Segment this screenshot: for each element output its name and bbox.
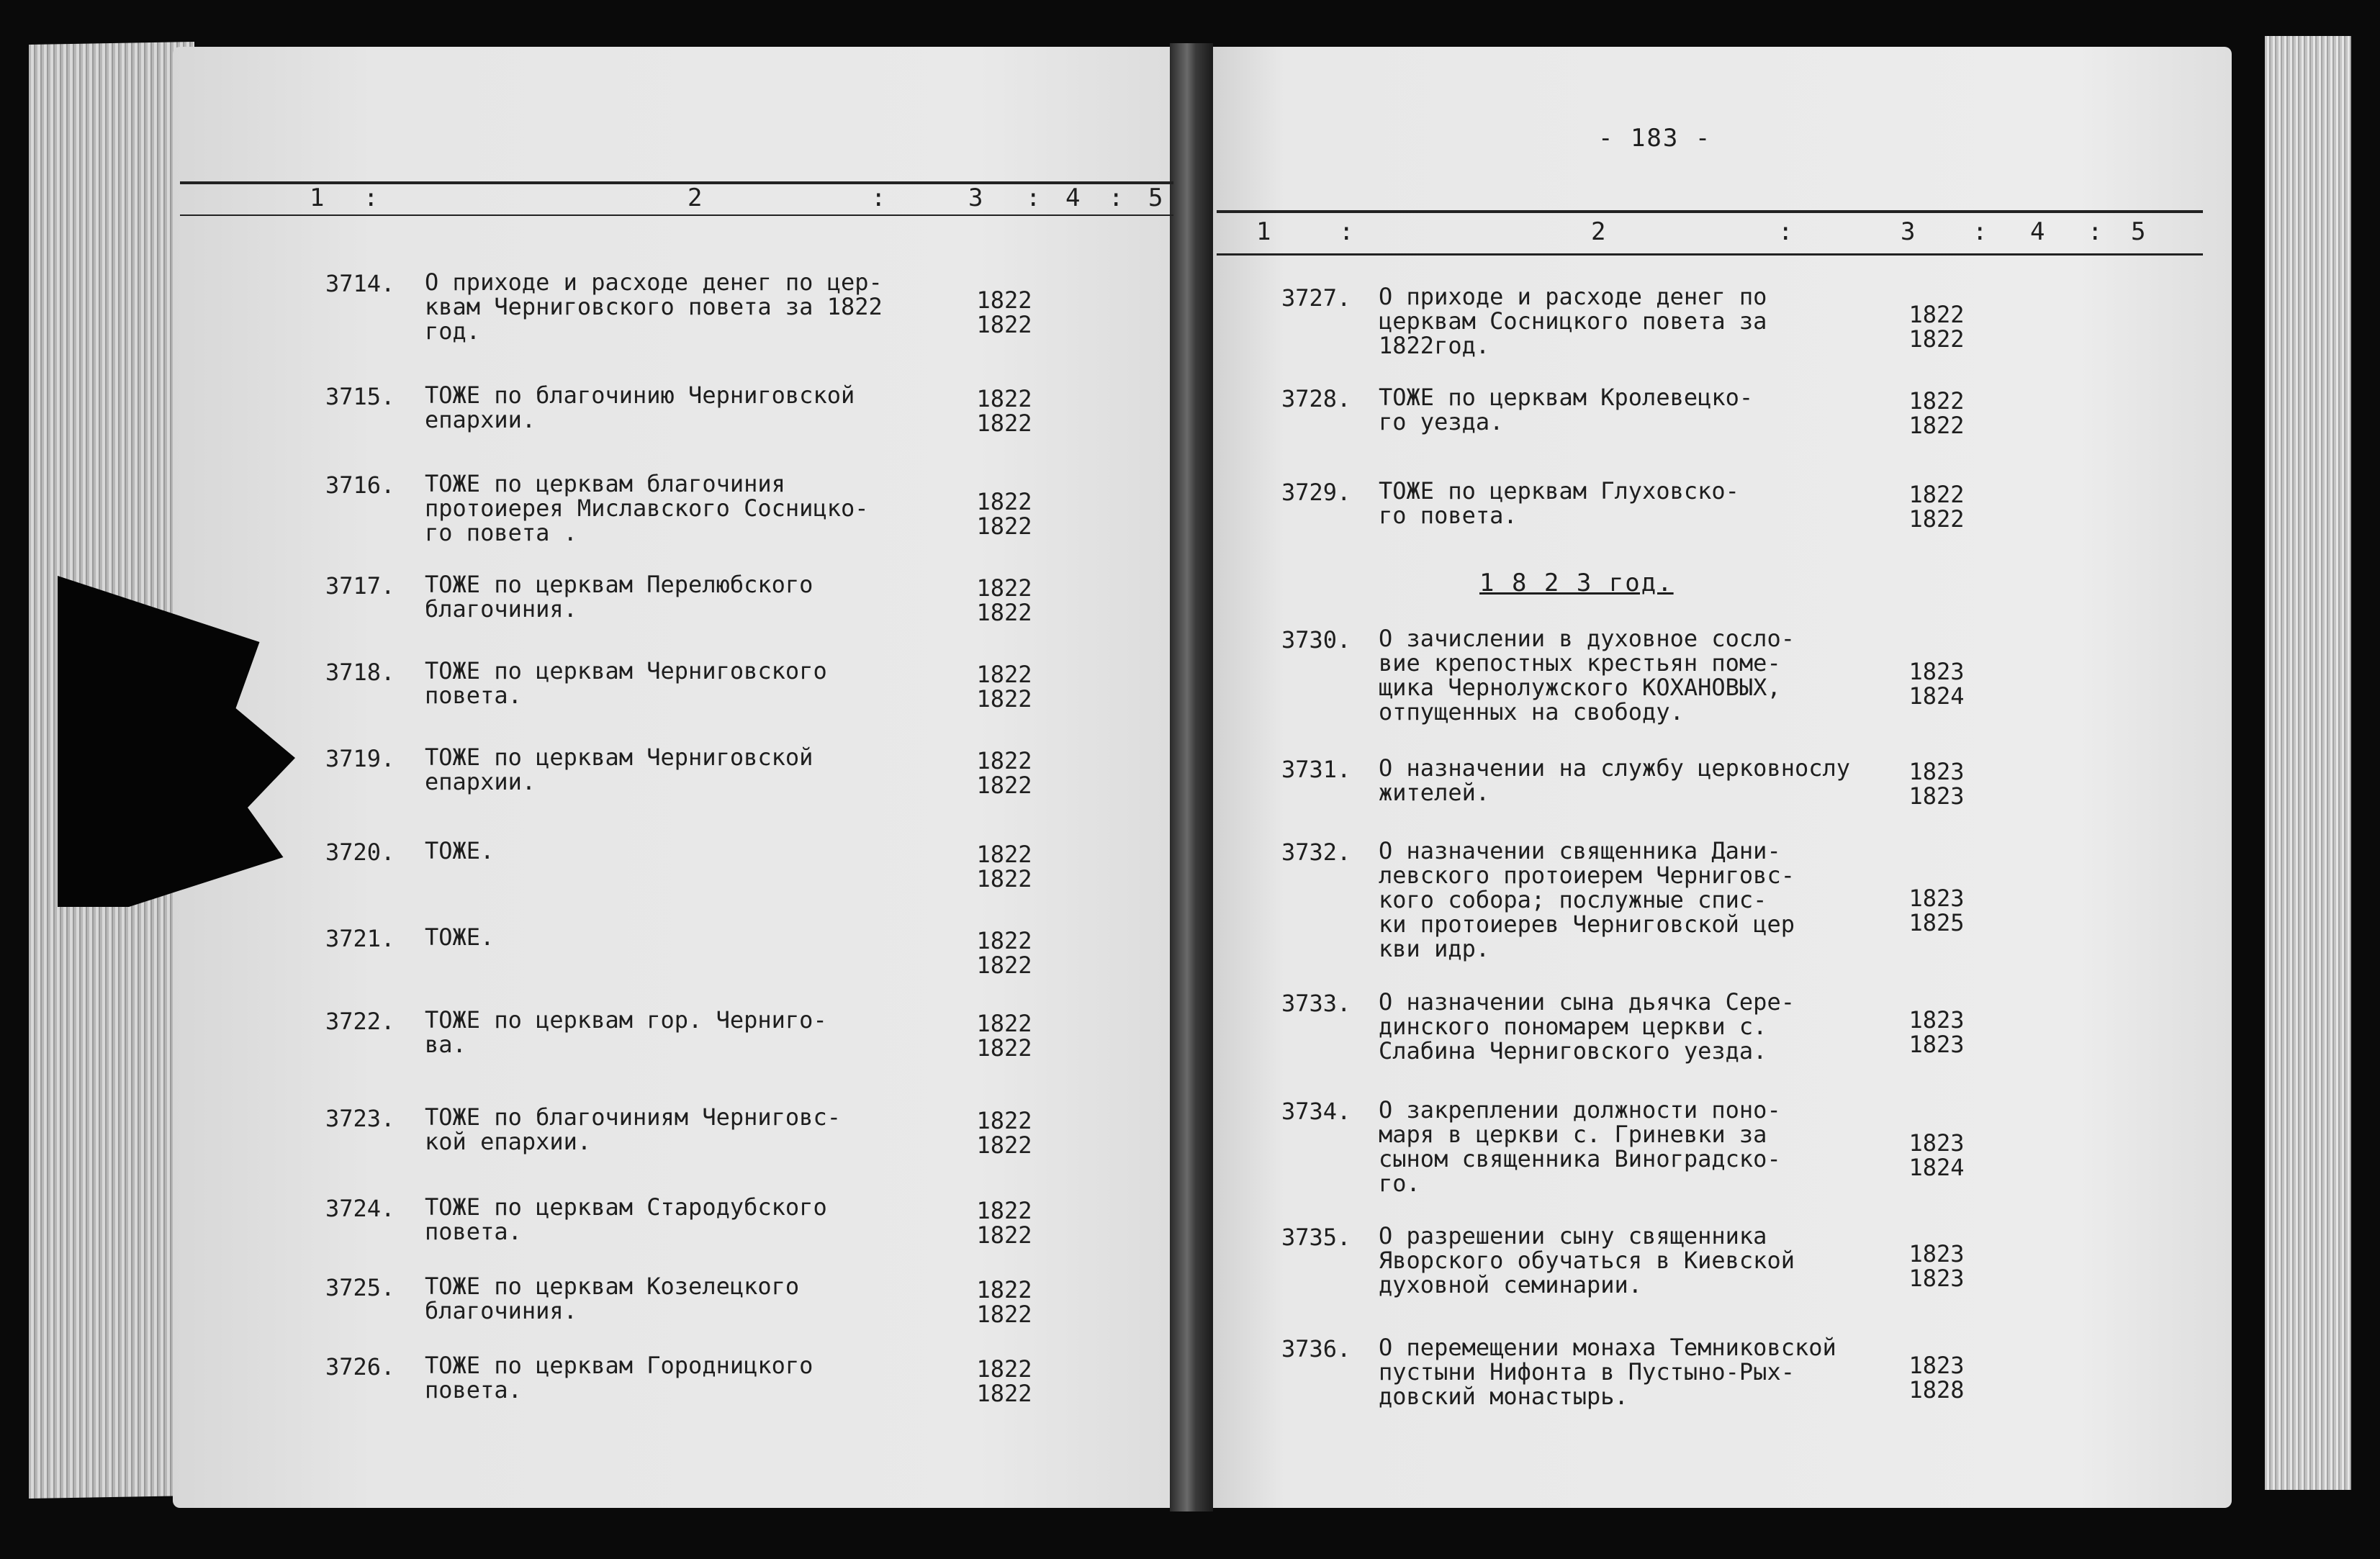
entry-line: маря в церкви с. Гриневки за — [1379, 1121, 1767, 1148]
entry-description — [425, 659, 827, 708]
page-number: - 183 - — [1598, 124, 1712, 153]
entry-number: 3715. — [325, 383, 395, 410]
entry-number: 3736. — [1281, 1335, 1351, 1363]
entry-line: О назначении на службу церковнослу — [1379, 754, 1851, 782]
entry-line: кой епархии. — [425, 1128, 592, 1155]
entry-line: довский монастырь. — [1379, 1383, 1628, 1410]
year-start: 1823 — [1908, 657, 1965, 685]
year-start: 1823 — [1908, 1006, 1965, 1034]
right-col-2: 2 — [1591, 217, 1606, 246]
entry-line: ТОЖЕ по церквам Черниговского — [425, 657, 827, 684]
entry-line: ТОЖЕ по церквам Глуховско- — [1379, 477, 1739, 505]
entry-description — [425, 925, 494, 949]
year-start: 1822 — [1908, 387, 1965, 415]
entry-description — [1379, 1098, 1781, 1196]
entry-years — [965, 1278, 1044, 1327]
entry-years — [1897, 886, 1976, 935]
entry-line: жителей. — [1379, 779, 1490, 806]
year-end: 1824 — [1908, 682, 1965, 710]
entry-line: повета. — [425, 1376, 522, 1404]
entry-years — [1897, 659, 1976, 708]
year-end: 1822 — [1908, 325, 1965, 353]
entry-years — [965, 1198, 1044, 1247]
year-start: 1822 — [976, 1355, 1032, 1383]
entry-number: 3717. — [325, 572, 395, 600]
entry-years — [965, 488, 1044, 541]
entry-years — [965, 1357, 1044, 1406]
entry-description — [425, 471, 869, 545]
year-end: 1828 — [1908, 1376, 1965, 1404]
right-col-5: 5 — [2131, 217, 2146, 246]
entry-line: епархии. — [425, 406, 536, 433]
year-heading: 1 8 2 3 год. — [1479, 569, 1674, 597]
entry-line: ки протоиерев Черниговской цер — [1379, 910, 1795, 938]
entry-number: 3723. — [325, 1105, 395, 1132]
entry-line: динского пономарем церкви с. — [1379, 1013, 1767, 1040]
entry-description — [1379, 626, 1795, 724]
entry-years — [965, 662, 1044, 711]
entry-years — [965, 928, 1044, 977]
year-end: 1822 — [976, 311, 1032, 339]
entry-years — [1897, 389, 1976, 438]
entry-line: ва. — [425, 1031, 466, 1058]
entry-number: 3719. — [325, 745, 395, 772]
entry-line: 1822год. — [1379, 332, 1490, 359]
entry-description — [425, 1195, 827, 1244]
entry-years — [965, 1108, 1044, 1157]
entry-number: 3721. — [325, 925, 395, 952]
right-col-sep: : — [1973, 217, 1988, 246]
year-end: 1822 — [976, 1131, 1032, 1159]
entry-line: благочиния. — [425, 1297, 577, 1324]
entry-years — [1897, 1008, 1976, 1057]
entry-description — [425, 745, 813, 794]
year-end: 1822 — [976, 685, 1032, 713]
entry-line: год. — [425, 317, 481, 345]
left-col-1: 1 — [310, 184, 325, 212]
left-col-sep: : — [1026, 184, 1041, 212]
year-start: 1822 — [976, 1276, 1032, 1303]
entry-number: 3714. — [325, 270, 395, 297]
year-start: 1823 — [1908, 885, 1965, 913]
left-col-5: 5 — [1148, 184, 1163, 212]
entry-line: кви идр. — [1379, 935, 1490, 962]
entry-line: повета. — [425, 1218, 522, 1245]
right-col-3: 3 — [1901, 217, 1916, 246]
entry-years — [965, 576, 1044, 625]
year-start: 1822 — [976, 385, 1032, 412]
year-start: 1822 — [1908, 481, 1965, 508]
year-start: 1823 — [1908, 1240, 1965, 1268]
entry-number: 3724. — [325, 1195, 395, 1222]
entry-line: Слабина Черниговского уезда. — [1379, 1037, 1767, 1065]
entry-number: 3725. — [325, 1274, 395, 1301]
entry-number: 3731. — [1281, 756, 1351, 783]
entry-description — [1379, 479, 1739, 528]
year-end: 1822 — [976, 772, 1032, 799]
entry-line: епархии. — [425, 768, 536, 795]
entry-line: О приходе и расходе денег по цер- — [425, 268, 883, 296]
entry-line: ТОЖЕ по церквам Перелюбского — [425, 571, 813, 598]
entry-line: левского протоиерем Черниговс- — [1379, 862, 1795, 889]
left-col-sep: : — [1109, 184, 1124, 212]
entry-line: вие крепостных крестьян поме- — [1379, 649, 1781, 677]
entry-line: пустыни Нифонта в Пустыно-Рых- — [1379, 1358, 1795, 1386]
entry-years — [965, 387, 1044, 435]
entry-line: ТОЖЕ по благочинию Черниговской — [425, 381, 855, 409]
entry-number: 3728. — [1281, 385, 1351, 412]
year-end: 1825 — [1908, 909, 1965, 937]
entry-line: го повета. — [1379, 502, 1518, 529]
entry-line: щика Чернолужского КОХАНОВЫХ, — [1379, 674, 1781, 701]
entry-line: церквам Сосницкого повета за — [1379, 307, 1767, 335]
entry-line: О зачислении в духовное сосло- — [1379, 625, 1795, 652]
year-start: 1822 — [976, 661, 1032, 688]
entry-years — [965, 1011, 1044, 1060]
entry-number: 3729. — [1281, 479, 1351, 506]
year-start: 1822 — [1908, 301, 1965, 329]
entry-number: 3726. — [325, 1353, 395, 1380]
year-end: 1822 — [1908, 505, 1965, 533]
year-end: 1824 — [1908, 1153, 1965, 1181]
year-start: 1822 — [976, 574, 1032, 602]
entry-description — [425, 383, 855, 432]
entry-line: ТОЖЕ по церквам Козелецкого — [425, 1273, 800, 1300]
year-end: 1822 — [976, 952, 1032, 979]
entry-years — [1897, 302, 1976, 351]
entry-line: го повета . — [425, 519, 577, 546]
entry-line: протоиерея Миславского Сосницко- — [425, 494, 869, 522]
entry-years — [1897, 1131, 1976, 1180]
entry-description — [1379, 756, 1850, 805]
entry-line: ТОЖЕ по церквам Черниговской — [425, 744, 813, 771]
entry-line: благочиния. — [425, 595, 577, 623]
entry-line: духовной семинарии. — [1379, 1271, 1643, 1298]
entry-line: О перемещении монаха Темниковской — [1379, 1334, 1836, 1361]
year-end: 1822 — [976, 1301, 1032, 1328]
entry-line: ТОЖЕ по церквам Стародубского — [425, 1193, 827, 1221]
year-end: 1822 — [976, 599, 1032, 626]
entry-description — [1379, 839, 1795, 961]
entry-line: О назначении священника Дани- — [1379, 837, 1781, 864]
year-start: 1822 — [976, 286, 1032, 315]
entry-number: 3727. — [1281, 284, 1351, 312]
year-start: 1823 — [1908, 1352, 1965, 1380]
entry-number: 3732. — [1281, 839, 1351, 866]
entry-description — [425, 839, 494, 863]
entry-line: го уезда. — [1379, 408, 1504, 435]
entry-line: повета. — [425, 682, 522, 709]
year-end: 1822 — [976, 512, 1032, 541]
entry-description — [1379, 284, 1767, 358]
entry-number: 3720. — [325, 839, 395, 866]
entry-line: отпущенных на свободу. — [1379, 698, 1684, 726]
entry-line: О назначении сына дьячка Сере- — [1379, 988, 1795, 1016]
entry-description — [425, 1353, 813, 1402]
left-header-rule-bottom — [180, 214, 1173, 216]
entry-description — [425, 572, 813, 621]
year-end: 1822 — [976, 1380, 1032, 1407]
year-end: 1822 — [976, 1221, 1032, 1249]
entry-description — [425, 1105, 841, 1154]
entry-years — [1897, 1242, 1976, 1291]
entry-line: ТОЖЕ. — [425, 923, 495, 951]
entry-line: ТОЖЕ по церквам Кролевецко- — [1379, 384, 1754, 411]
right-header-rule-bottom — [1217, 253, 2203, 256]
entry-line: сыном священника Виноградско- — [1379, 1145, 1781, 1172]
entry-line: ТОЖЕ по благочиниям Черниговс- — [425, 1103, 841, 1131]
entry-years — [965, 749, 1044, 797]
right-col-sep: : — [1778, 217, 1793, 246]
entry-years — [1897, 1353, 1976, 1402]
entry-line: О разрешении сыну священника — [1379, 1222, 1767, 1250]
entry-line: го. — [1379, 1170, 1420, 1197]
entry-number: 3722. — [325, 1008, 395, 1035]
entry-line: ТОЖЕ по церквам благочиния — [425, 470, 785, 497]
year-start: 1822 — [976, 1010, 1032, 1037]
entry-description — [425, 270, 883, 343]
year-end: 1822 — [976, 1034, 1032, 1062]
entry-line: ТОЖЕ по церквам гор. Чернигo- — [425, 1006, 827, 1034]
left-col-sep: : — [364, 184, 379, 212]
book-gutter — [1170, 43, 1213, 1511]
year-start: 1822 — [976, 927, 1032, 954]
entry-years — [965, 842, 1044, 891]
entry-line: О закреплении должности поно- — [1379, 1096, 1781, 1124]
right-col-4: 4 — [2030, 217, 2045, 246]
year-start: 1822 — [976, 1197, 1032, 1224]
year-start: 1822 — [976, 747, 1032, 774]
entry-line: кого собора; послужные спис- — [1379, 886, 1767, 913]
left-col-sep: : — [871, 184, 886, 212]
entry-number: 3716. — [325, 471, 395, 499]
left-col-4: 4 — [1065, 184, 1081, 212]
entry-description — [1379, 1224, 1795, 1297]
year-start: 1822 — [976, 1107, 1032, 1134]
right-col-sep: : — [2088, 217, 2103, 246]
right-col-sep: : — [1339, 217, 1354, 246]
entry-years — [1897, 482, 1976, 531]
entry-line: ТОЖЕ. — [425, 837, 495, 864]
left-col-2: 2 — [688, 184, 703, 212]
entry-description — [1379, 1335, 1836, 1409]
entry-number: 3718. — [325, 659, 395, 686]
year-start: 1822 — [976, 488, 1032, 516]
entry-number: 3733. — [1281, 990, 1351, 1017]
entry-line: квам Черниговского повета за 1822 — [425, 293, 883, 320]
right-header-rule-top — [1217, 210, 2203, 213]
entry-line: Яворского обучаться в Киевской — [1379, 1247, 1795, 1274]
entry-description — [425, 1008, 827, 1057]
entry-number: 3730. — [1281, 626, 1351, 654]
entry-number: 3735. — [1281, 1224, 1351, 1251]
entry-number: 3734. — [1281, 1098, 1351, 1125]
entry-line: ТОЖЕ по церквам Городницкого — [425, 1352, 813, 1379]
year-start: 1823 — [1908, 1129, 1965, 1157]
year-end: 1822 — [976, 865, 1032, 893]
entry-line: О приходе и расходе денег по — [1379, 283, 1767, 310]
entry-years — [965, 288, 1044, 337]
entry-description — [425, 1274, 799, 1323]
year-end: 1822 — [976, 410, 1032, 437]
year-start: 1822 — [976, 841, 1032, 868]
year-end: 1823 — [1908, 1265, 1965, 1293]
entry-years — [1897, 759, 1976, 808]
year-end: 1823 — [1908, 782, 1965, 810]
entry-description — [1379, 990, 1795, 1063]
entry-description — [1379, 385, 1753, 434]
left-col-3: 3 — [968, 184, 983, 212]
year-end: 1822 — [1908, 412, 1965, 439]
year-start: 1823 — [1908, 758, 1965, 785]
right-page-edges — [2265, 36, 2351, 1490]
left-header-rule-top — [180, 181, 1173, 184]
year-end: 1823 — [1908, 1031, 1965, 1059]
right-col-1: 1 — [1256, 217, 1271, 246]
